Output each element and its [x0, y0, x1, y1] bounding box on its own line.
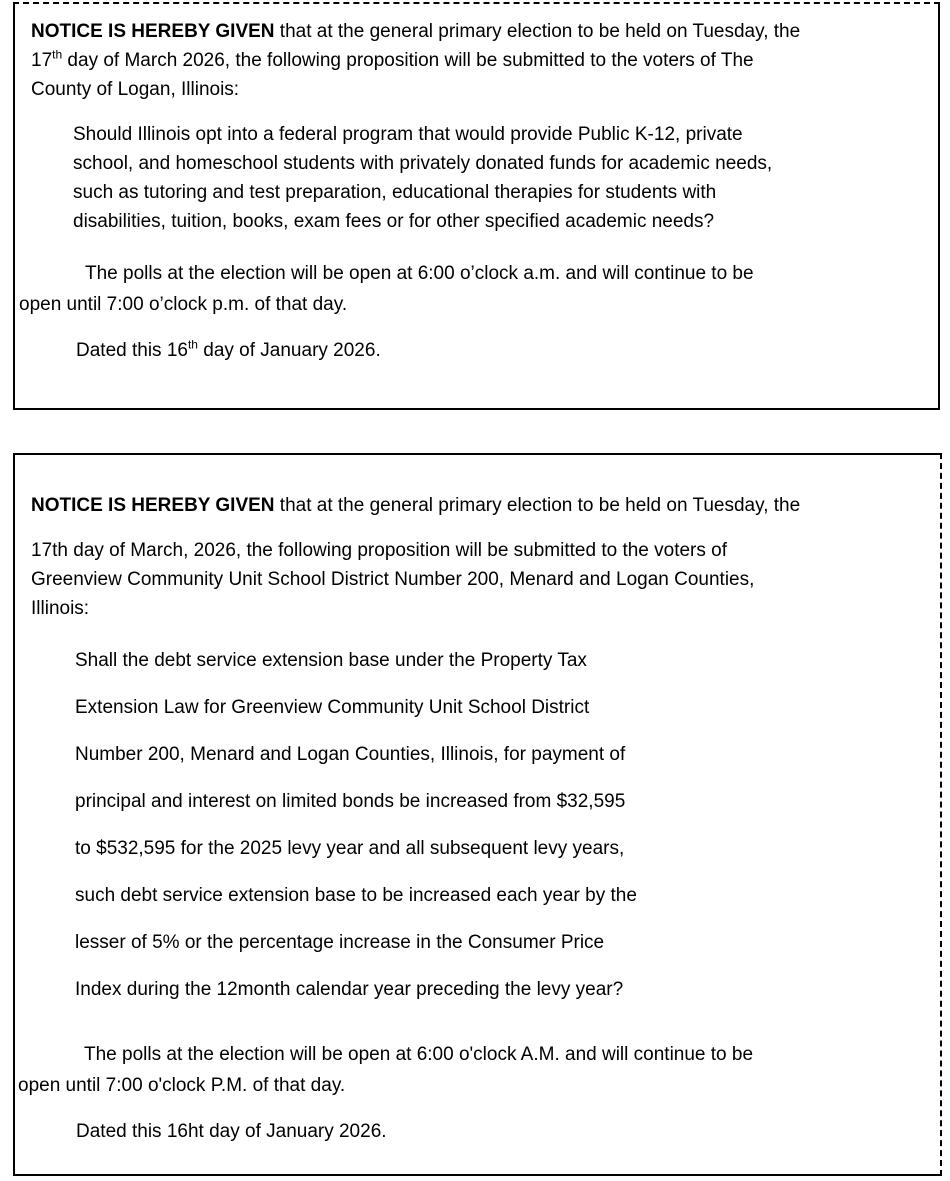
district-polls-line1: The polls at the election will be open at 6:00 o'clock A.M. and will continue to be [84, 1044, 754, 1065]
county-proposition [73, 120, 924, 236]
district-intro-line1 [31, 491, 926, 520]
district-intro-line3: Greenview Community Unit School District Number 200, Menard and Logan Counties, [31, 569, 755, 590]
district-polls-line2: open until 7:00 o'clock P.M. of that day. [18, 1075, 346, 1096]
district-intro-line4: Illinois: [31, 598, 90, 619]
proposition-line: to $532,595 for the 2025 levy year and all subsequent levy years, [75, 838, 625, 859]
proposition-line: principal and interest on limited bonds be increased from $32,595 [75, 791, 626, 812]
proposition-line: such debt service extension base to be increased each year by the [75, 885, 637, 906]
county-intro-ordinal: th [52, 47, 63, 62]
proposition-line: school, and homeschool students with privately donated funds for academic needs, [73, 153, 773, 174]
proposition-line: Should Illinois opt into a federal program that would provide Public K-12, private [73, 124, 743, 145]
proposition-line: Number 200, Menard and Logan Counties, Illinois, for payment of [75, 744, 626, 765]
county-polls-line1: The polls at the election will be open at 6:00 o’clock a.m. and will continue to be [85, 263, 754, 284]
district-intro-paragraph [31, 536, 926, 623]
proposition-line: Shall the debt service extension base under the Property Tax [75, 650, 587, 671]
district-intro-line2: 17th day of March, 2026, the following proposition will be submitted to the voters of [31, 540, 728, 561]
proposition-line: Extension Law for Greenview Community Unit School District [75, 697, 590, 718]
county-polls-paragraph [19, 258, 924, 320]
county-intro-line1-rest: that at the general primary election to be held on Tuesday, the [274, 21, 801, 42]
county-intro-line2 [31, 46, 924, 75]
county-intro-day: 17 [31, 50, 53, 71]
proposition-line: Index during the 12month calendar year preceding the levy year? [75, 979, 624, 1000]
county-intro-line1 [31, 17, 924, 46]
county-dated-line [31, 336, 924, 365]
county-dated-text: Dated this 16th day of January 2026. [76, 337, 381, 361]
district-dated-line [31, 1117, 926, 1146]
proposition-line: disabilities, tuition, books, exam fees or for other specified academic needs? [73, 211, 715, 232]
county-polls-line2: open until 7:00 o’clock p.m. of that day. [19, 294, 348, 315]
district-intro-line1-rest: that at the general primary election to be held on Tuesday, the [274, 495, 801, 516]
county-dated-ordinal: th [187, 337, 198, 352]
county-intro-line2-rest: day of March 2026, the following proposition will be submitted to the voters of The [62, 50, 754, 71]
notice-bold-lead: NOTICE IS HEREBY GIVEN [31, 495, 275, 516]
district-notice-box [13, 453, 942, 1176]
notice-bold-lead: NOTICE IS HEREBY GIVEN [31, 21, 275, 42]
proposition-line: lesser of 5% or the percentage increase in the Consumer Price [75, 932, 605, 953]
county-intro-line3: County of Logan, Illinois: [31, 79, 240, 100]
county-intro-paragraph [31, 17, 924, 104]
county-notice-box [13, 2, 940, 410]
district-polls-paragraph [18, 1039, 926, 1101]
district-dated-text: Dated this 16ht day of January 2026. [76, 1121, 387, 1142]
district-proposition [75, 637, 926, 1013]
proposition-line: such as tutoring and test preparation, educational therapies for students with [73, 182, 717, 203]
